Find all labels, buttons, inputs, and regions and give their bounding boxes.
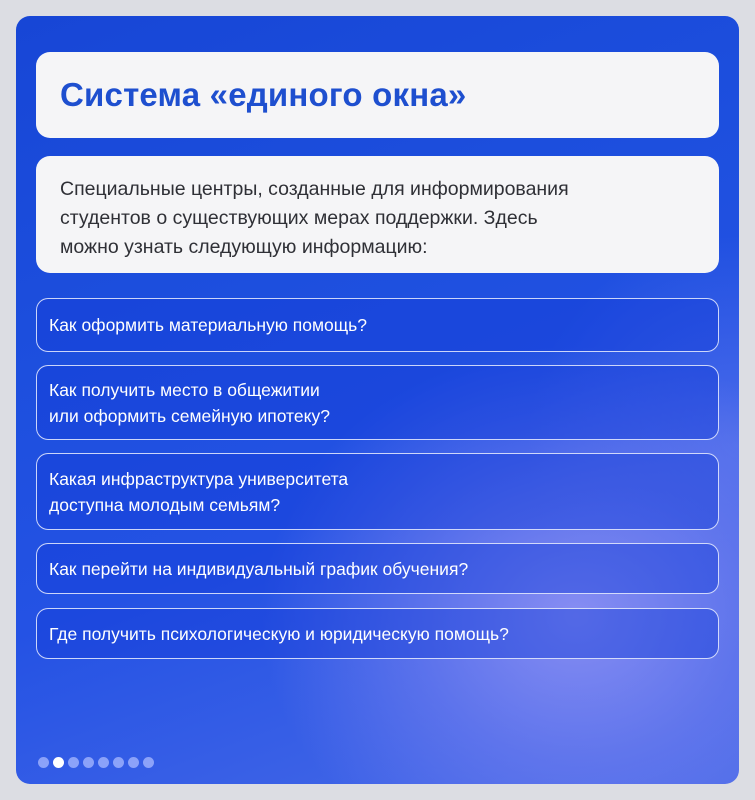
title-panel <box>36 52 719 138</box>
question-text: Где получить психологическую и юридическую помощь? <box>49 623 509 644</box>
pagination-dot-4[interactable] <box>83 757 94 768</box>
pagination-dot-6[interactable] <box>113 757 124 768</box>
pagination-dot-5[interactable] <box>98 757 109 768</box>
description-text: Специальные центры, созданные для информирования студентов о существующих мерах поддержки. Здесь можно узнать следующую информацию: <box>60 178 569 258</box>
pagination-dots[interactable] <box>38 757 154 768</box>
question-text: Какая инфраструктура университета доступна молодым семьям? <box>49 468 349 515</box>
pagination-dot-7[interactable] <box>128 757 139 768</box>
question-item-1 <box>36 298 719 352</box>
question-text: Как получить место в общежитии или оформить семейную ипотеку? <box>49 379 330 426</box>
pagination-dot-8[interactable] <box>143 757 154 768</box>
question-item-3 <box>36 453 719 530</box>
question-item-4 <box>36 543 719 594</box>
slide-card <box>16 16 739 784</box>
pagination-dot-1[interactable] <box>38 757 49 768</box>
question-text: Как перейти на индивидуальный график обучения? <box>49 558 469 579</box>
question-text: Как оформить материальную помощь? <box>49 315 367 335</box>
description-panel <box>36 156 719 273</box>
question-item-5 <box>36 608 719 659</box>
pagination-dot-2[interactable] <box>53 757 64 768</box>
slide-title: Система «единого окна» <box>60 76 467 113</box>
question-item-2 <box>36 365 719 440</box>
pagination-dot-3[interactable] <box>68 757 79 768</box>
